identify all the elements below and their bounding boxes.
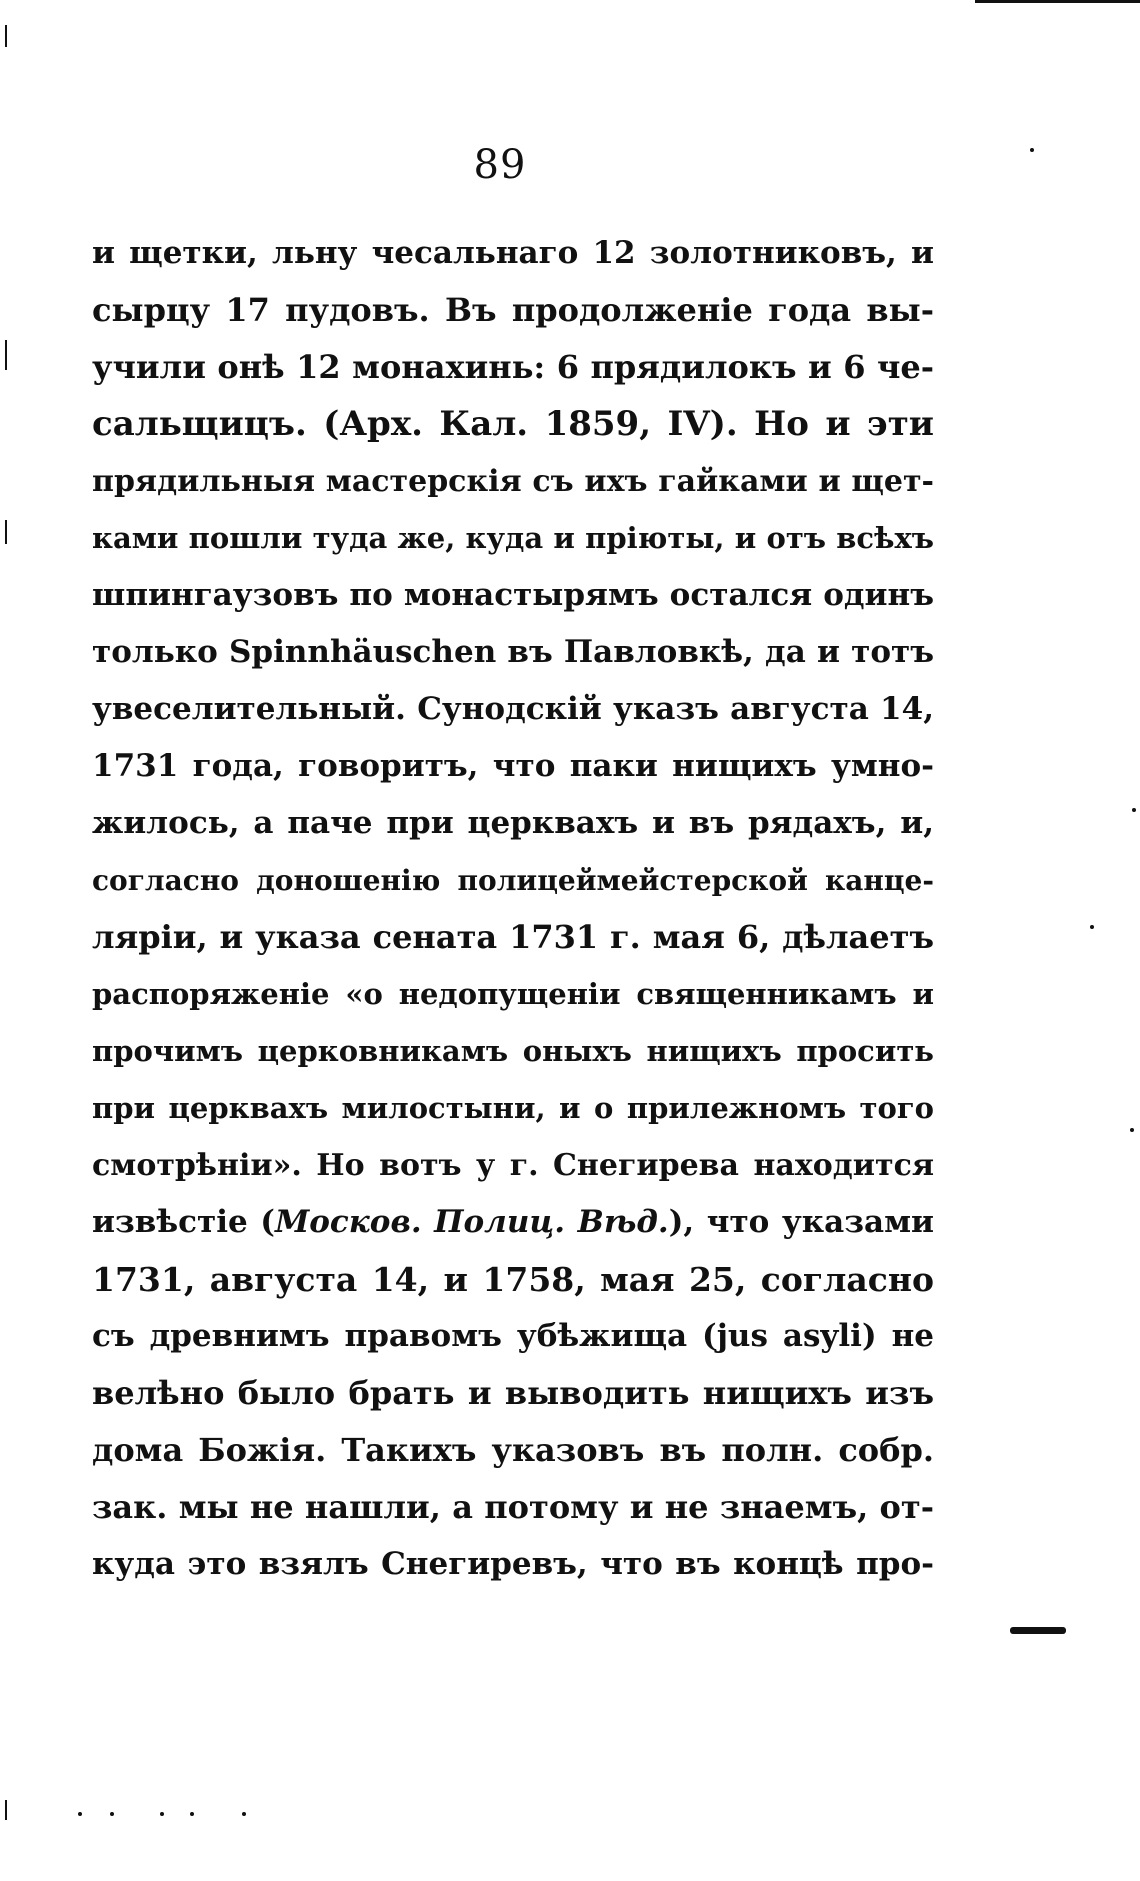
- text-line: 1731 года, говоритъ, что паки нищихъ умно-: [92, 748, 934, 784]
- text-line: согласно доношенію полицеймейстерской канце-: [92, 864, 934, 897]
- text-fragment: извѣстіе (: [92, 1204, 275, 1240]
- text-line: при церквахъ милостыни, и о прилежномъ того: [92, 1091, 934, 1125]
- text-line: распоряженіе «о недопущеніи священникамъ и: [92, 977, 934, 1011]
- body-text: [92, 225, 934, 1593]
- text-line: ками пошли туда же, куда и пріюты, и отъ всѣхъ: [92, 521, 934, 555]
- text-line: сырцу 17 пудовъ. Въ продолженіе года вы-: [92, 291, 934, 329]
- text-line: ляріи, и указа сената 1731 г. мая 6, дѣлаетъ: [92, 918, 934, 956]
- scan-speck: [1090, 925, 1094, 929]
- text-fragment: , что указами: [683, 1204, 934, 1240]
- text-line: съ древнимъ правомъ убѣжища (jus asyli) не: [92, 1318, 934, 1354]
- text-line: шпингаузовъ по монастырямъ остался одинъ: [92, 577, 934, 613]
- text-line: 1731, августа 14, и 1758, мая 25, согласно: [92, 1260, 934, 1299]
- scan-left-edge: [5, 1800, 7, 1820]
- scan-speck: [242, 1812, 246, 1816]
- scan-speck: [190, 1812, 194, 1816]
- text-line: только Spinnhäuschen въ Павловкѣ, да и тотъ: [92, 634, 934, 670]
- scan-speck: [110, 1812, 114, 1816]
- text-line-with-citation: [92, 1194, 934, 1251]
- text-line: сальщицъ. (Арх. Кал. 1859, IV). Но и эти: [92, 404, 934, 444]
- text-line: жилось, а паче при церквахъ и въ рядахъ, и,: [92, 805, 934, 841]
- italic-citation: Москов. Полиц. Вѣд.: [274, 1204, 669, 1240]
- text-line: велѣно было брать и выводить нищихъ изъ: [92, 1374, 934, 1412]
- text-line: и щетки, льну чесальнаго 12 золотниковъ, и: [92, 235, 934, 271]
- text-line: прочимъ церковникамъ оныхъ нищихъ просить: [92, 1034, 934, 1068]
- scan-speck: [1132, 808, 1136, 812]
- scan-speck: [1030, 148, 1034, 152]
- text-line: дома Божія. Такихъ указовъ въ полн. собр.: [92, 1431, 934, 1469]
- scan-speck: [78, 1812, 82, 1816]
- text-line: увеселительный. Сунодскій указъ августа 14,: [92, 691, 934, 727]
- scan-speck: [160, 1812, 164, 1816]
- citation-close: ): [668, 1204, 684, 1240]
- scan-edge-rule: [975, 0, 1140, 3]
- scan-margin-mark: [1010, 1627, 1066, 1634]
- text-line: учили онѣ 12 монахинь: 6 прядилокъ и 6 че-: [92, 348, 934, 386]
- scan-speck: [1130, 1128, 1134, 1132]
- scan-left-edge: [5, 340, 7, 370]
- scan-left-edge: [5, 25, 7, 47]
- text-line: смотрѣніи». Но вотъ у г. Снегирева находится: [92, 1148, 934, 1183]
- scan-left-edge: [5, 520, 7, 544]
- text-line: куда это взялъ Снегиревъ, что въ концѣ про-: [92, 1546, 934, 1582]
- text-line: зак. мы не нашли, а потому и не знаемъ, от-: [92, 1488, 934, 1526]
- page-number: 89: [473, 142, 527, 188]
- text-line: прядильныя мастерскія съ ихъ гайками и щет-: [92, 464, 934, 499]
